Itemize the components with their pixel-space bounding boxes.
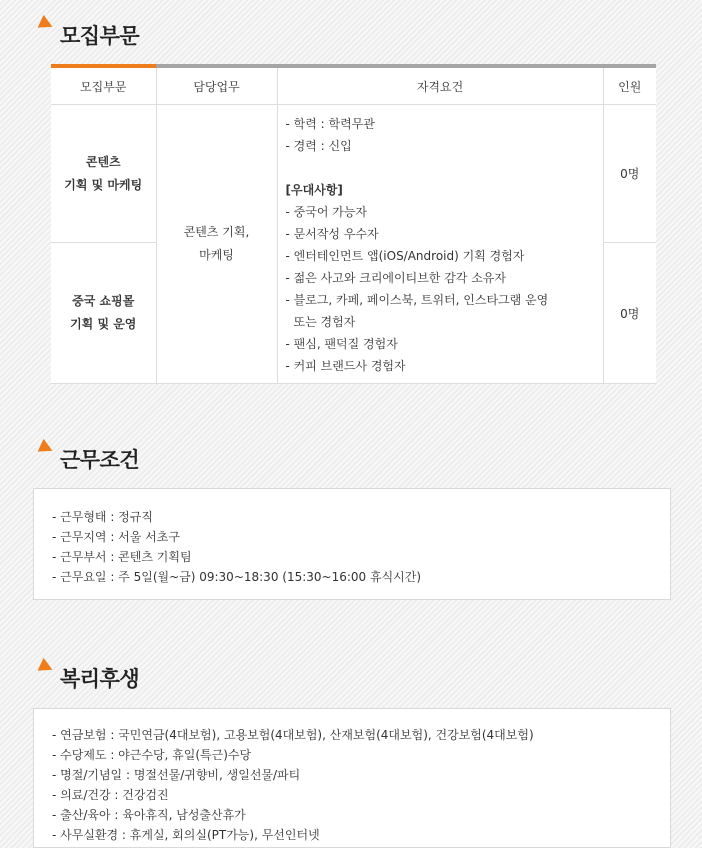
orange-marker-icon	[38, 658, 56, 676]
requirement-item: - 문서작성 우수자	[285, 227, 379, 241]
duty-line: 콘텐츠 기획,	[183, 225, 250, 239]
recruit-table	[51, 64, 656, 384]
welfare-item: - 의료/건강 : 건강검진	[52, 788, 169, 802]
dept-name-line: 콘텐츠	[85, 154, 121, 169]
condition-item: - 근무요일 : 주 5일(월~금) 09:30~18:30 (15:30~16:00 휴식시간)	[52, 570, 422, 584]
section-title-text: 근무조건	[60, 448, 140, 472]
welfare-item: - 출산/육아 : 육아휴직, 남성출산휴가	[52, 808, 246, 822]
requirement-item-continued: 또는 경험자	[293, 315, 356, 329]
welfare-item: - 사무실환경 : 휴게실, 회의실(PT가능), 무선인터넷	[52, 828, 320, 842]
section-title-text: 복리후생	[60, 667, 140, 691]
header-headcount: 인원	[603, 68, 656, 105]
welfare-item: - 명절/기념일 : 명절선물/귀향비, 생일선물/파티	[52, 768, 301, 782]
condition-item: - 근무형태 : 정규직	[52, 510, 153, 524]
dept-cell	[51, 105, 156, 243]
welfare-item: - 연금보험 : 국민연금(4대보험), 고용보험(4대보험), 산재보험(4대보험), 건강보험(4대보험)	[52, 728, 534, 742]
requirements-cell	[277, 105, 603, 384]
requirement-item: - 학력 : 학력무관	[285, 117, 375, 131]
requirement-item: - 경력 : 신입	[285, 139, 352, 153]
header-dept: 모집부문	[51, 68, 156, 105]
welfare-item: - 수당제도 : 야근수당, 휴일(특근)수당	[52, 748, 252, 762]
header-requirements: 자격요건	[277, 68, 603, 105]
header-duty: 담당업무	[156, 68, 277, 105]
section-title-text: 모집부문	[60, 24, 140, 48]
duty-line: 마케팅	[199, 248, 234, 262]
dept-name-line: 기획 및 마케팅	[64, 177, 143, 192]
headcount-cell: 0명	[603, 243, 656, 384]
section-title-recruit	[40, 20, 139, 50]
orange-marker-icon	[38, 15, 56, 33]
condition-item: - 근무부서 : 콘텐츠 기획팀	[52, 550, 192, 564]
dept-name-line: 기획 및 운영	[70, 317, 137, 332]
requirement-item: - 커피 브랜드사 경험자	[285, 359, 406, 373]
section-title-welfare	[40, 663, 139, 693]
duty-cell	[156, 105, 277, 384]
preferred-heading: [우대사항]	[285, 183, 343, 197]
headcount-cell: 0명	[603, 105, 656, 243]
requirement-item: - 중국어 가능자	[285, 205, 368, 219]
section-title-conditions	[40, 444, 139, 474]
requirement-item: - 블로그, 카페, 페이스북, 트위터, 인스타그램 운영	[285, 293, 549, 307]
orange-marker-icon	[38, 439, 56, 457]
requirement-item: - 젊은 사고와 크리에이티브한 감각 소유자	[285, 271, 506, 285]
welfare-box	[33, 708, 671, 848]
condition-item: - 근무지역 : 서울 서초구	[52, 530, 180, 544]
requirement-item: - 팬심, 팬덕질 경험자	[285, 337, 398, 351]
table-top-border	[51, 64, 656, 68]
dept-name-line: 중국 쇼핑몰	[72, 294, 135, 309]
dept-cell	[51, 243, 156, 384]
requirement-item: - 엔터테인먼트 앱(iOS/Android) 기획 경험자	[285, 249, 525, 263]
table-row	[51, 105, 656, 243]
conditions-box	[33, 488, 671, 600]
